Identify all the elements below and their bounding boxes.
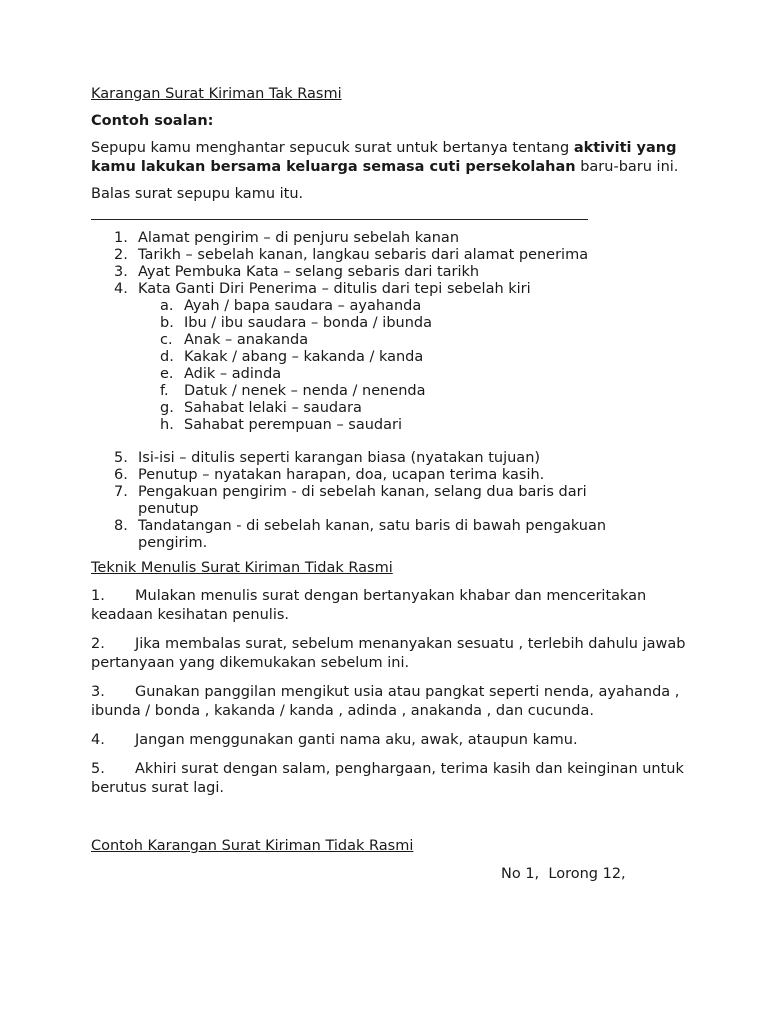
list-item <box>91 264 691 281</box>
list-number: 3. <box>114 264 128 280</box>
paragraph-number: 3. <box>91 684 105 700</box>
question-text <box>91 139 691 177</box>
question-pre: Sepupu kamu menghantar sepucuk surat untuk bertanya tentang <box>91 140 574 156</box>
sublist-text: Ibu / ibu saudara – bonda / ibunda <box>184 315 433 331</box>
list-text: Kata Ganti Diri Penerima – ditulis dari tepi sebelah kiri <box>138 281 531 297</box>
sublist-text: Kakak / abang – kakanda / kanda <box>184 349 424 365</box>
document-title: Karangan Surat Kiriman Tak Rasmi <box>91 86 342 102</box>
sublist-letter: f. <box>160 383 169 399</box>
section-title: Teknik Menulis Surat Kiriman Tidak Rasmi <box>91 560 393 576</box>
list-number: 5. <box>114 450 128 466</box>
list-text: Alamat pengirim – di penjuru sebelah kanan <box>138 230 460 246</box>
sublist-letter: d. <box>160 349 174 365</box>
sublist-letter: b. <box>160 315 174 331</box>
technique-paragraph <box>91 731 691 750</box>
list-item <box>91 281 691 298</box>
list-number: 2. <box>114 247 128 263</box>
list-number: 7. <box>114 484 128 500</box>
sublist-letter: g. <box>160 400 174 416</box>
list-text: Pengakuan pengirim - di sebelah kanan, selang dua baris dari penutup <box>138 484 587 517</box>
sublist-text: Sahabat perempuan – saudari <box>184 417 403 433</box>
list-number: 4. <box>114 281 128 297</box>
sublist-letter: a. <box>160 298 174 314</box>
list-item <box>91 467 691 484</box>
list-text: Penutup – nyatakan harapan, doa, ucapan terima kasih. <box>138 467 545 483</box>
list-item <box>91 484 691 518</box>
list-item <box>91 247 691 264</box>
paragraph-text: Jangan menggunakan ganti nama aku, awak, ataupun kamu. <box>135 732 578 748</box>
paragraph-text: Akhiri surat dengan salam, penghargaan, terima kasih dan keinginan untuk berutus surat lagi. <box>91 761 684 796</box>
sublist-item <box>91 315 691 332</box>
sublist-text: Adik – adinda <box>184 366 282 382</box>
sublist-letter: c. <box>160 332 173 348</box>
list-item <box>91 518 691 552</box>
sublist-item <box>91 400 691 417</box>
paragraph-number: 1. <box>91 588 105 604</box>
question-post: baru-baru ini. <box>575 159 679 175</box>
technique-paragraph <box>91 587 691 625</box>
pronoun-sublist <box>91 298 691 434</box>
sublist-item <box>91 417 691 434</box>
question-bold: aktiviti yang kamu lakukan bersama keluarga semasa cuti persekolahan <box>91 140 677 175</box>
list-item <box>91 230 691 247</box>
list-text: Ayat Pembuka Kata – selang sebaris dari tarikh <box>138 264 480 280</box>
list-item <box>91 450 691 467</box>
list-number: 8. <box>114 518 128 534</box>
list-gap <box>91 434 691 450</box>
question-instruction: Balas surat sepupu kamu itu. <box>91 186 304 202</box>
paragraph-text: Jika membalas surat, sebelum menanyakan sesuatu , terlebih dahulu jawab pertanyaan yang dikemukakan sebelum ini. <box>91 636 686 671</box>
format-list-continued <box>91 450 691 552</box>
document-page <box>91 86 691 883</box>
technique-paragraph <box>91 760 691 798</box>
sublist-item <box>91 366 691 383</box>
divider-line <box>91 219 588 220</box>
sublist-letter: e. <box>160 366 174 382</box>
list-number: 1. <box>114 230 128 246</box>
address-line: No 1, Lorong 12, <box>501 866 626 882</box>
paragraph-number: 4. <box>91 732 105 748</box>
paragraph-number: 2. <box>91 636 105 652</box>
list-text: Tandatangan - di sebelah kanan, satu baris di bawah pengakuan pengirim. <box>138 518 607 551</box>
sublist-letter: h. <box>160 417 174 433</box>
sublist-item <box>91 332 691 349</box>
sublist-text: Datuk / nenek – nenda / nenenda <box>184 383 426 399</box>
example-section-title: Contoh Karangan Surat Kiriman Tidak Rasmi <box>91 838 414 854</box>
technique-paragraph <box>91 683 691 721</box>
question-heading: Contoh soalan: <box>91 113 214 129</box>
format-list <box>91 230 691 298</box>
sublist-item <box>91 349 691 366</box>
list-text: Tarikh – sebelah kanan, langkau sebaris dari alamat penerima <box>138 247 589 263</box>
paragraph-text: Mulakan menulis surat dengan bertanyakan khabar dan menceritakan keadaan kesihatan penulis. <box>91 588 647 623</box>
list-text: Isi-isi – ditulis seperti karangan biasa (nyatakan tujuan) <box>138 450 541 466</box>
technique-paragraph <box>91 635 691 673</box>
sublist-item <box>91 298 691 315</box>
sublist-text: Sahabat lelaki – saudara <box>184 400 362 416</box>
sublist-text: Ayah / bapa saudara – ayahanda <box>184 298 422 314</box>
paragraph-number: 5. <box>91 761 105 777</box>
list-number: 6. <box>114 467 128 483</box>
sublist-text: Anak – anakanda <box>184 332 309 348</box>
sublist-item <box>91 383 691 400</box>
paragraph-text: Gunakan panggilan mengikut usia atau pangkat seperti nenda, ayahanda , ibunda / bonda , kakanda / kanda , adinda , anakanda , dan cucunda. <box>91 684 680 719</box>
